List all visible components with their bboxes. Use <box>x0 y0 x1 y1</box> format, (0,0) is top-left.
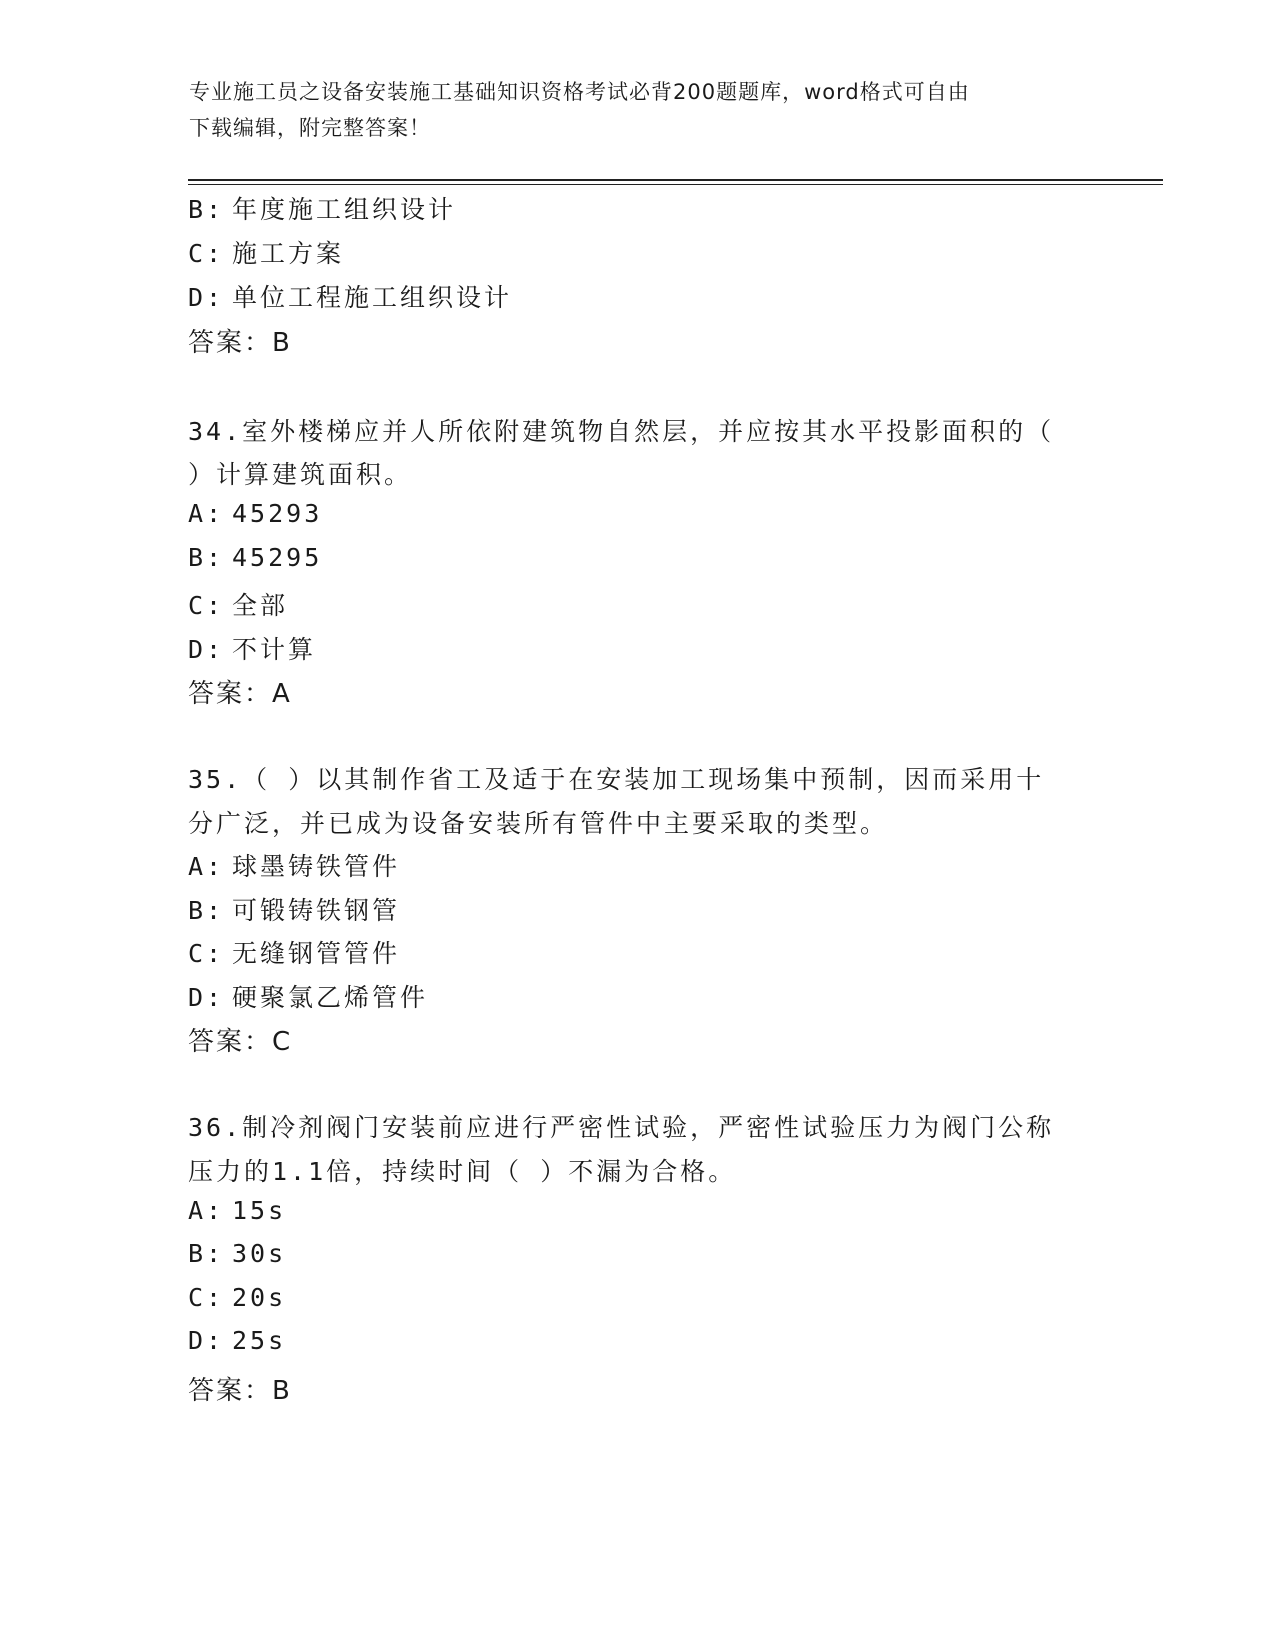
header-divider-thick <box>188 179 1163 181</box>
q36-answer: 答案：B <box>188 1376 292 1406</box>
q35-stem-line-1: 35.（ ）以其制作省工及适于在安装加工现场集中预制，因而采用十 <box>188 765 1045 794</box>
q34-option-c: C: 全部 <box>188 591 289 620</box>
q35-option-d: D: 硬聚氯乙烯管件 <box>188 983 429 1012</box>
header-line-1: 专业施工员之设备安装施工基础知识资格考试必背200题题库，word格式可自由 <box>189 80 970 104</box>
q35-option-c: C: 无缝钢管管件 <box>188 939 401 968</box>
header-line-2: 下载编辑，附完整答案！ <box>189 116 431 140</box>
q36-option-d: D: 25s <box>188 1326 287 1355</box>
q34-stem-line-2: ）计算建筑面积。 <box>188 460 413 489</box>
q33-option-c: C: 施工方案 <box>188 239 345 268</box>
q34-answer: 答案：A <box>188 679 292 709</box>
q34-option-a: A: 45293 <box>188 499 323 528</box>
q35-option-b: B: 可锻铸铁钢管 <box>188 896 401 925</box>
q33-option-b: B: 年度施工组织设计 <box>188 195 457 224</box>
q35-stem-line-2: 分广泛，并已成为设备安装所有管件中主要采取的类型。 <box>188 809 889 838</box>
q33-answer: 答案：B <box>188 328 292 358</box>
header-divider-thin <box>188 184 1163 185</box>
q35-option-a: A: 球墨铸铁管件 <box>188 852 401 881</box>
q34-option-b: B: 45295 <box>188 543 323 572</box>
q36-stem-line-1: 36.制冷剂阀门安装前应进行严密性试验，严密性试验压力为阀门公称 <box>188 1113 1055 1142</box>
q36-stem-line-2: 压力的1.1倍，持续时间（ ）不漏为合格。 <box>188 1157 737 1186</box>
q34-stem-line-1: 34.室外楼梯应并人所依附建筑物自然层，并应按其水平投影面积的（ <box>188 417 1055 446</box>
q33-option-d: D: 单位工程施工组织设计 <box>188 283 513 312</box>
q34-option-d: D: 不计算 <box>188 635 317 664</box>
q36-option-c: C: 20s <box>188 1283 287 1312</box>
q35-answer: 答案：C <box>188 1027 293 1057</box>
document-header <box>189 74 1069 146</box>
q36-option-a: A: 15s <box>188 1196 287 1225</box>
q36-option-b: B: 30s <box>188 1239 287 1268</box>
